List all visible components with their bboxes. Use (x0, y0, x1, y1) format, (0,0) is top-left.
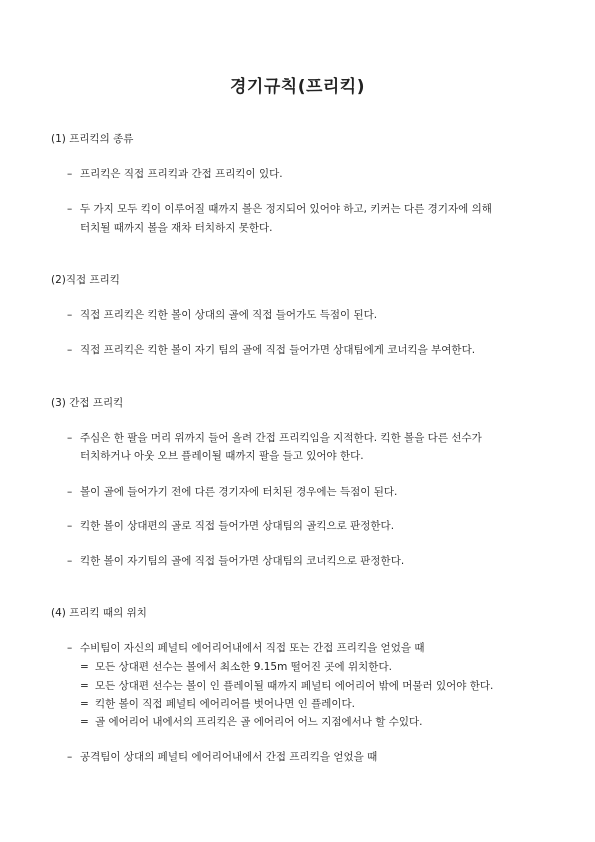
bullet-text: 볼이 골에 들어가기 전에 다른 경기자에 터치된 경우에는 득점이 된다. (80, 486, 398, 498)
equal-mark: = (80, 680, 89, 692)
bullet-text: 주심은 한 팔을 머리 위까지 들어 올려 간접 프리킥임을 지적한다. 킥한 볼을 다른 선수가 (80, 432, 482, 444)
dash-mark: – (67, 203, 73, 215)
section-heading-3: (3) 간접 프리킥 (51, 397, 124, 409)
page-title: 경기규칙(프리킥) (230, 77, 365, 97)
section-heading-1: (1) 프리킥의 종류 (51, 133, 134, 145)
bullet-text: 직접 프리킥은 킥한 볼이 상대의 골에 직접 들어가도 득점이 된다. (80, 309, 378, 321)
bullet-text: 두 가지 모두 킥이 이루어질 때까지 볼은 정지되어 있어야 하고, 키커는 다른 경기자에 의해 (80, 203, 492, 215)
bullet-text: 프리킥은 직접 프리킥과 간접 프리킥이 있다. (80, 168, 283, 180)
dash-mark: – (67, 432, 73, 444)
bullet-text-continued: 터치될 때까지 볼을 재차 터치하지 못한다. (80, 222, 273, 234)
sub-item-text: 모든 상대편 선수는 볼이 인 플레이될 때까지 페널티 에어리어 밖에 머물러 있어야 한다. (95, 680, 494, 692)
section-heading-4: (4) 프리킥 때의 위치 (51, 607, 147, 619)
bullet-text: 킥한 볼이 상대편의 골로 직접 들어가면 상대팀의 골킥으로 판정한다. (80, 520, 395, 532)
equal-mark: = (80, 661, 89, 673)
dash-mark: – (67, 486, 73, 498)
bullet-text: 킥한 볼이 자기팀의 골에 직접 들어가면 상대팀의 코너킥으로 판정한다. (80, 555, 405, 567)
dash-mark: – (67, 309, 73, 321)
sub-item-text: 킥한 볼이 직접 페널티 에어리어를 벗어나면 인 플레이다. (95, 698, 355, 710)
sub-item-text: 골 에어리어 내에서의 프리킥은 골 에어리어 어느 지점에서나 할 수있다. (95, 716, 423, 728)
bullet-text: 공격팀이 상대의 페널티 에어리어내에서 간접 프리킥을 얻었을 때 (80, 751, 378, 763)
sub-item-text: 모든 상대편 선수는 볼에서 최소한 9.15m 떨어진 곳에 위치한다. (95, 661, 392, 673)
bullet-text: 직접 프리킥은 킥한 볼이 자기 팀의 골에 직접 들어가면 상대팀에게 코너킥을 부여한다. (80, 344, 476, 356)
dash-mark: – (67, 520, 73, 532)
dash-mark: – (67, 168, 73, 180)
dash-mark: – (67, 555, 73, 567)
bullet-text-continued: 터치하거나 아웃 오브 플레이될 때까지 팔을 들고 있어야 한다. (80, 450, 364, 462)
dash-mark: – (67, 642, 73, 654)
section-heading-2: (2)직접 프리킥 (51, 274, 120, 286)
equal-mark: = (80, 698, 89, 710)
equal-mark: = (80, 716, 89, 728)
bullet-text: 수비팀이 자신의 페널티 에어리어내에서 직접 또는 간접 프리킥을 얻었을 때 (80, 642, 425, 654)
dash-mark: – (67, 751, 73, 763)
dash-mark: – (67, 344, 73, 356)
